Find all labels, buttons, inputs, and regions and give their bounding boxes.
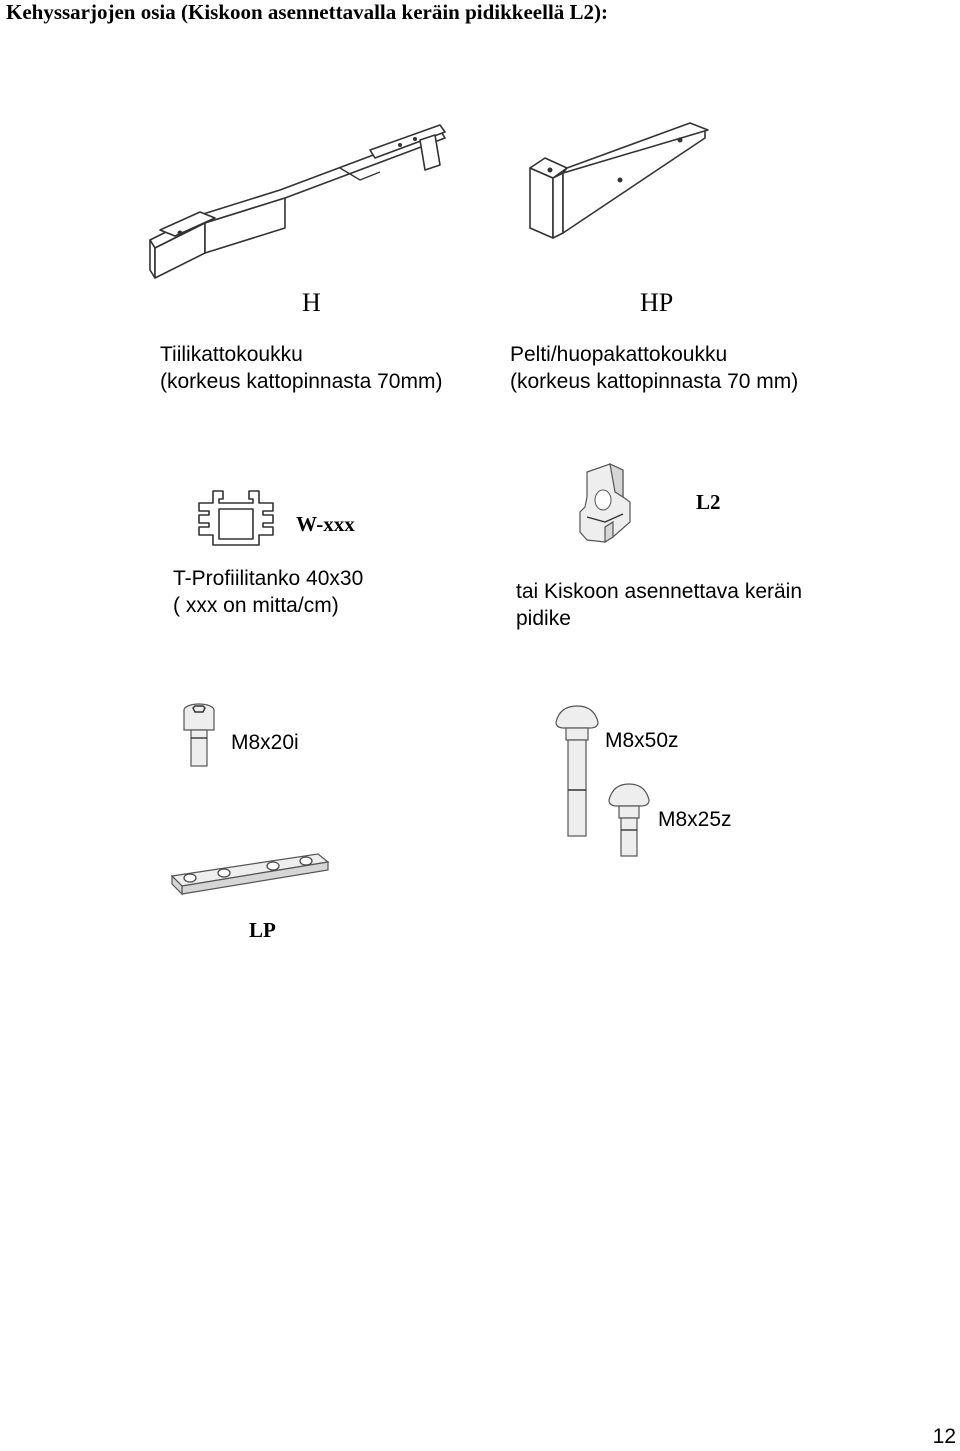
- collector-holder-illustration: [575, 462, 635, 547]
- page-title: Kehyssarjojen osia (Kiskoon asennettavalla keräin pidikkeellä L2):: [6, 0, 609, 24]
- tile-roof-hook-illustration: [140, 120, 460, 290]
- sheet-roof-hook-illustration: [525, 118, 715, 243]
- carriage-bolt-long-icon: [552, 704, 602, 838]
- part-name-h: Tiilikattokoukku: [160, 343, 303, 366]
- part-note-l2: pidike: [516, 607, 571, 630]
- part-name-l2: tai Kiskoon asennettava keräin: [516, 580, 803, 603]
- part-code-hp: HP: [640, 288, 674, 317]
- part-code-l2: L2: [696, 490, 721, 514]
- carriage-bolt-short-icon: [606, 782, 652, 858]
- part-code-w: W-xxx: [296, 512, 355, 536]
- part-code-h: H: [302, 288, 321, 317]
- part-name-hp: Pelti/huopakattokoukku: [510, 343, 728, 366]
- part-note-h: (korkeus kattopinnasta 70mm): [160, 370, 443, 393]
- page-number: 12: [932, 1425, 956, 1448]
- part-note-hp: (korkeus kattopinnasta 70 mm): [510, 370, 799, 393]
- part-code-m8x20i: M8x20i: [231, 731, 299, 754]
- socket-head-screw-icon: [182, 702, 216, 768]
- part-name-w: T-Profiilitanko 40x30: [173, 567, 364, 590]
- part-code-m8x25z: M8x25z: [658, 808, 732, 831]
- part-code-lp: LP: [249, 918, 276, 942]
- joining-plate-illustration: [168, 848, 333, 898]
- part-code-m8x50z: M8x50z: [605, 729, 679, 752]
- part-note-w: ( xxx on mitta/cm): [173, 594, 339, 617]
- t-profile-cross-section-icon: [195, 487, 277, 549]
